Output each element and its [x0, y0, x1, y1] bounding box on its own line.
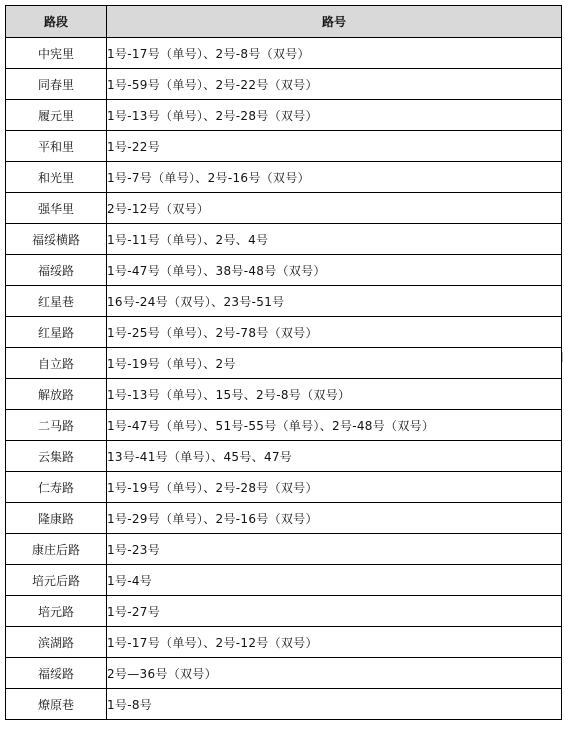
house-number-range-cell: 1号-19号（单号）、2号 — [107, 348, 562, 379]
table-row — [6, 348, 562, 379]
table-row — [6, 100, 562, 131]
house-number-range-cell: 1号-17号（单号）、2号-8号（双号） — [107, 38, 562, 69]
road-name-cell: 同春里 — [6, 69, 107, 100]
house-number-range-cell: 1号-29号（单号）、2号-16号（双号） — [107, 503, 562, 534]
edge-mark — [562, 352, 563, 362]
table-row — [6, 627, 562, 658]
house-number-range-cell: 1号-13号（单号）、15号、2号-8号（双号） — [107, 379, 562, 410]
house-number-range-cell: 1号-19号（单号）、2号-28号（双号） — [107, 472, 562, 503]
house-number-range-cell: 1号-11号（单号）、2号、4号 — [107, 224, 562, 255]
table-row — [6, 534, 562, 565]
house-number-range-cell: 1号-47号（单号）、38号-48号（双号） — [107, 255, 562, 286]
road-name-cell: 平和里 — [6, 131, 107, 162]
house-number-range-cell: 1号-13号（单号）、2号-28号（双号） — [107, 100, 562, 131]
table-row — [6, 162, 562, 193]
house-number-range-cell: 1号-4号 — [107, 565, 562, 596]
table-row — [6, 193, 562, 224]
table-row — [6, 224, 562, 255]
table-row — [6, 596, 562, 627]
table-row — [6, 410, 562, 441]
road-name-cell: 燎原巷 — [6, 689, 107, 720]
house-number-range-cell: 1号-8号 — [107, 689, 562, 720]
road-name-cell: 滨湖路 — [6, 627, 107, 658]
header-road-section: 路段 — [6, 6, 107, 38]
road-name-cell: 隆康路 — [6, 503, 107, 534]
house-number-range-cell: 1号-25号（单号）、2号-78号（双号） — [107, 317, 562, 348]
road-name-cell: 解放路 — [6, 379, 107, 410]
road-name-cell: 履元里 — [6, 100, 107, 131]
road-name-cell: 福绥横路 — [6, 224, 107, 255]
road-name-cell: 仁寿路 — [6, 472, 107, 503]
house-number-range-cell: 1号-27号 — [107, 596, 562, 627]
house-number-range-cell: 1号-22号 — [107, 131, 562, 162]
road-name-cell: 自立路 — [6, 348, 107, 379]
road-name-cell: 红星巷 — [6, 286, 107, 317]
table-body — [6, 38, 562, 720]
table-row — [6, 689, 562, 720]
table-row — [6, 379, 562, 410]
house-number-range-cell: 1号-17号（单号）、2号-12号（双号） — [107, 627, 562, 658]
table-row — [6, 131, 562, 162]
table-row — [6, 286, 562, 317]
road-name-cell: 培元路 — [6, 596, 107, 627]
road-name-cell: 二马路 — [6, 410, 107, 441]
table-row — [6, 658, 562, 689]
house-number-range-cell: 2号—36号（双号） — [107, 658, 562, 689]
road-number-table — [5, 5, 562, 720]
house-number-range-cell: 16号-24号（双号）、23号-51号 — [107, 286, 562, 317]
road-name-cell: 强华里 — [6, 193, 107, 224]
road-name-cell: 中宪里 — [6, 38, 107, 69]
house-number-range-cell: 1号-59号（单号）、2号-22号（双号） — [107, 69, 562, 100]
road-name-cell: 培元后路 — [6, 565, 107, 596]
road-name-cell: 福绥路 — [6, 658, 107, 689]
house-number-range-cell: 1号-47号（单号）、51号-55号（单号）、2号-48号（双号） — [107, 410, 562, 441]
road-name-cell: 红星路 — [6, 317, 107, 348]
table-row — [6, 38, 562, 69]
table-row — [6, 565, 562, 596]
house-number-range-cell: 1号-23号 — [107, 534, 562, 565]
table-row — [6, 503, 562, 534]
road-name-cell: 康庄后路 — [6, 534, 107, 565]
house-number-range-cell: 1号-7号（单号）、2号-16号（双号） — [107, 162, 562, 193]
header-road-number: 路号 — [107, 6, 562, 38]
road-name-cell: 云集路 — [6, 441, 107, 472]
house-number-range-cell: 13号-41号（单号）、45号、47号 — [107, 441, 562, 472]
table-row — [6, 255, 562, 286]
house-number-range-cell: 2号-12号（双号） — [107, 193, 562, 224]
road-name-cell: 福绥路 — [6, 255, 107, 286]
table-header-row — [6, 6, 562, 38]
table-row — [6, 69, 562, 100]
table-row — [6, 441, 562, 472]
road-name-cell: 和光里 — [6, 162, 107, 193]
table-row — [6, 472, 562, 503]
table-row — [6, 317, 562, 348]
